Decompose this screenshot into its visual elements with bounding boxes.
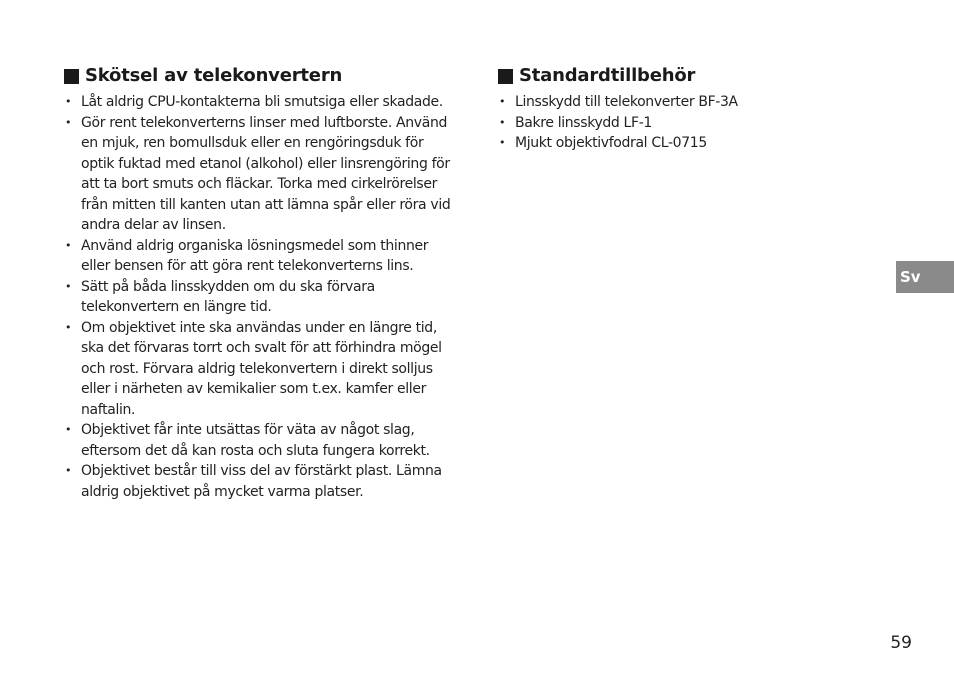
- page-number: 59: [890, 633, 912, 653]
- care-item-text: Använd aldrig organiska lösningsmedel som thinner eller bensen för att göra rent telekonverterns lins.: [81, 237, 429, 274]
- accessory-item-text: Mjukt objektivfodral CL-0715: [515, 135, 707, 151]
- care-section: [64, 64, 460, 502]
- bullet-icon: •: [499, 136, 506, 149]
- care-list-item: [64, 92, 460, 113]
- care-list: [64, 92, 460, 502]
- bullet-icon: •: [65, 238, 72, 252]
- bullet-icon: •: [65, 464, 72, 477]
- black-square-icon: [498, 69, 513, 84]
- care-item-text: Objektivet får inte utsättas för väta av något slag, eftersom det då kan rosta och sluta fungera korrekt.: [81, 422, 430, 459]
- accessory-item-text: Bakre linsskydd LF-1: [515, 114, 652, 131]
- bullet-icon: •: [65, 279, 72, 293]
- bullet-icon: •: [65, 423, 72, 436]
- care-list-item: [64, 420, 460, 461]
- care-heading: [64, 64, 460, 88]
- accessory-list-item: [498, 92, 878, 113]
- care-list-item: [64, 113, 460, 236]
- accessory-list-item: [498, 133, 878, 154]
- care-list-item: [64, 236, 460, 277]
- care-item-text: Gör rent telekonverterns linser med luftborste. Använd en mjuk, ren bomullsduk eller en rengöringsduk för optik fuktad med etanol (alkohol) eller linsrengöring för att ta bort smuts och fläckar. Torka med cirkelrörelser från mitten till kanten utan att lämna spår eller röra vid andra delar av linsen.: [81, 114, 451, 233]
- care-list-item: [64, 318, 460, 421]
- bullet-icon: •: [65, 320, 72, 334]
- bullet-icon: •: [65, 115, 72, 129]
- care-item-text: Objektivet består till viss del av förstärkt plast. Lämna aldrig objektivet på mycket varma platser.: [81, 463, 442, 500]
- care-heading-text: Skötsel av telekonvertern: [85, 65, 343, 86]
- bullet-icon: •: [499, 95, 506, 108]
- accessories-heading: [498, 64, 878, 88]
- care-item-text: Sätt på båda linsskydden om du ska förvara telekonvertern en längre tid.: [81, 278, 375, 315]
- care-item-text: Om objektivet inte ska användas under en längre tid, ska det förvaras torrt och svalt för att förhindra mögel och rost. Förvara aldrig telekonvertern i direkt solljus eller i närheten av kemikalier som t.ex. kamfer eller naftalin.: [81, 319, 442, 418]
- language-tab: Sv: [896, 261, 954, 293]
- care-item-text: Låt aldrig CPU-kontakterna bli smutsiga eller skadade.: [81, 94, 443, 110]
- bullet-icon: •: [65, 95, 72, 108]
- accessories-list: [498, 92, 878, 154]
- accessories-section: [498, 64, 878, 154]
- bullet-icon: •: [499, 115, 506, 129]
- care-list-item: [64, 461, 460, 502]
- black-square-icon: [64, 69, 79, 84]
- accessories-heading-text: Standardtillbehör: [519, 65, 696, 86]
- accessory-list-item: [498, 113, 878, 134]
- care-list-item: [64, 277, 460, 318]
- accessory-item-text: Linsskydd till telekonverter BF-3A: [515, 94, 738, 110]
